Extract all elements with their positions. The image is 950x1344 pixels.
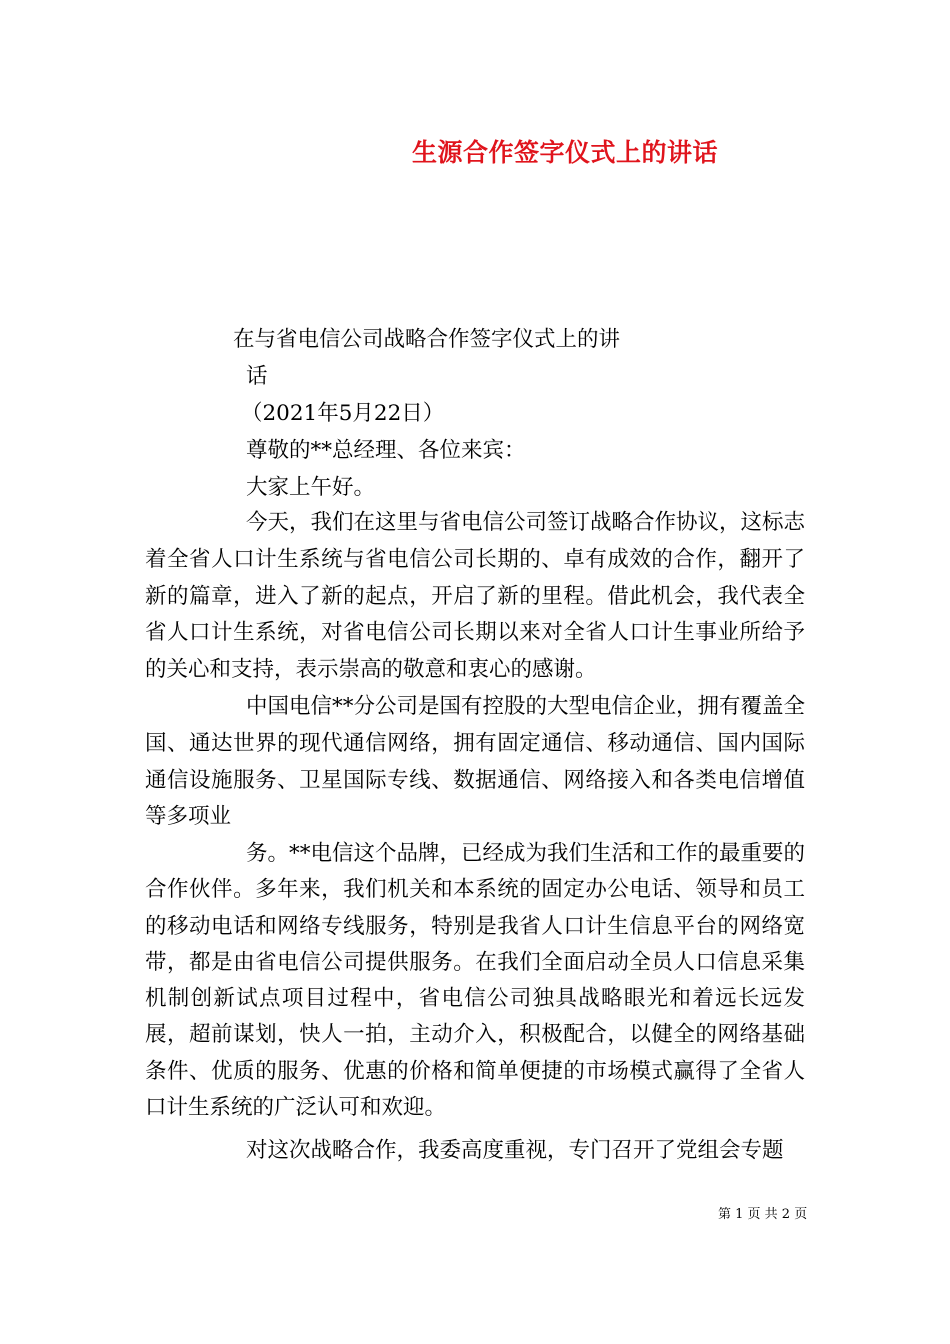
- speech-date: （2021年5月22日）: [241, 401, 445, 426]
- paragraph-1: 今天，我们在这里与省电信公司签订战略合作协议，这标志着全省人口计生系统与省电信公司长期的、卓有成效的合作，翻开了新的篇章，进入了新的起点，开启了新的里程。借此机会，我代表全省人口计生系统，对省电信公司长期以来对全省人口计生事业所给予的关心和支持，表示崇高的敬意和衷心的感谢。: [145, 510, 806, 683]
- heading-line-2: 话: [246, 364, 268, 389]
- paragraph-2: 中国电信**分公司是国有控股的大型电信企业，拥有覆盖全国、通达世界的现代通信网络，拥有固定通信、移动通信、国内国际通信设施服务、卫星国际专线、数据通信、网络接入和各类电信增值等多项业: [145, 694, 806, 830]
- paragraph-4: 对这次战略合作，我委高度重视，专门召开了党组会专题: [246, 1138, 784, 1163]
- paragraph-3: 务。**电信这个品牌，已经成为我们生活和工作的最重要的合作伙伴。多年来，我们机关和本系统的固定办公电话、领导和员工的移动电话和网络专线服务，特别是我省人口计生信息平台的网络宽带，都是由省电信公司提供服务。在我们全面启动全员人口信息采集机制创新试点项目过程中，省电信公司独具战略眼光和着远长远发展，超前谋划，快人一拍，主动介入，积极配合，以健全的网络基础条件、优质的服务、优惠的价格和简单便捷的市场模式赢得了全省人口计生系统的广泛认可和欢迎。: [145, 841, 806, 1121]
- page-number-footer: 第 1 页 共 2 页: [718, 1207, 808, 1222]
- document-title: 生源合作签字仪式上的讲话: [412, 138, 719, 167]
- greeting: 大家上午好。: [246, 475, 376, 500]
- heading-line-1: 在与省电信公司战略合作签字仪式上的讲: [233, 327, 621, 352]
- salutation: 尊敬的**总经理、各位来宾：: [246, 438, 526, 463]
